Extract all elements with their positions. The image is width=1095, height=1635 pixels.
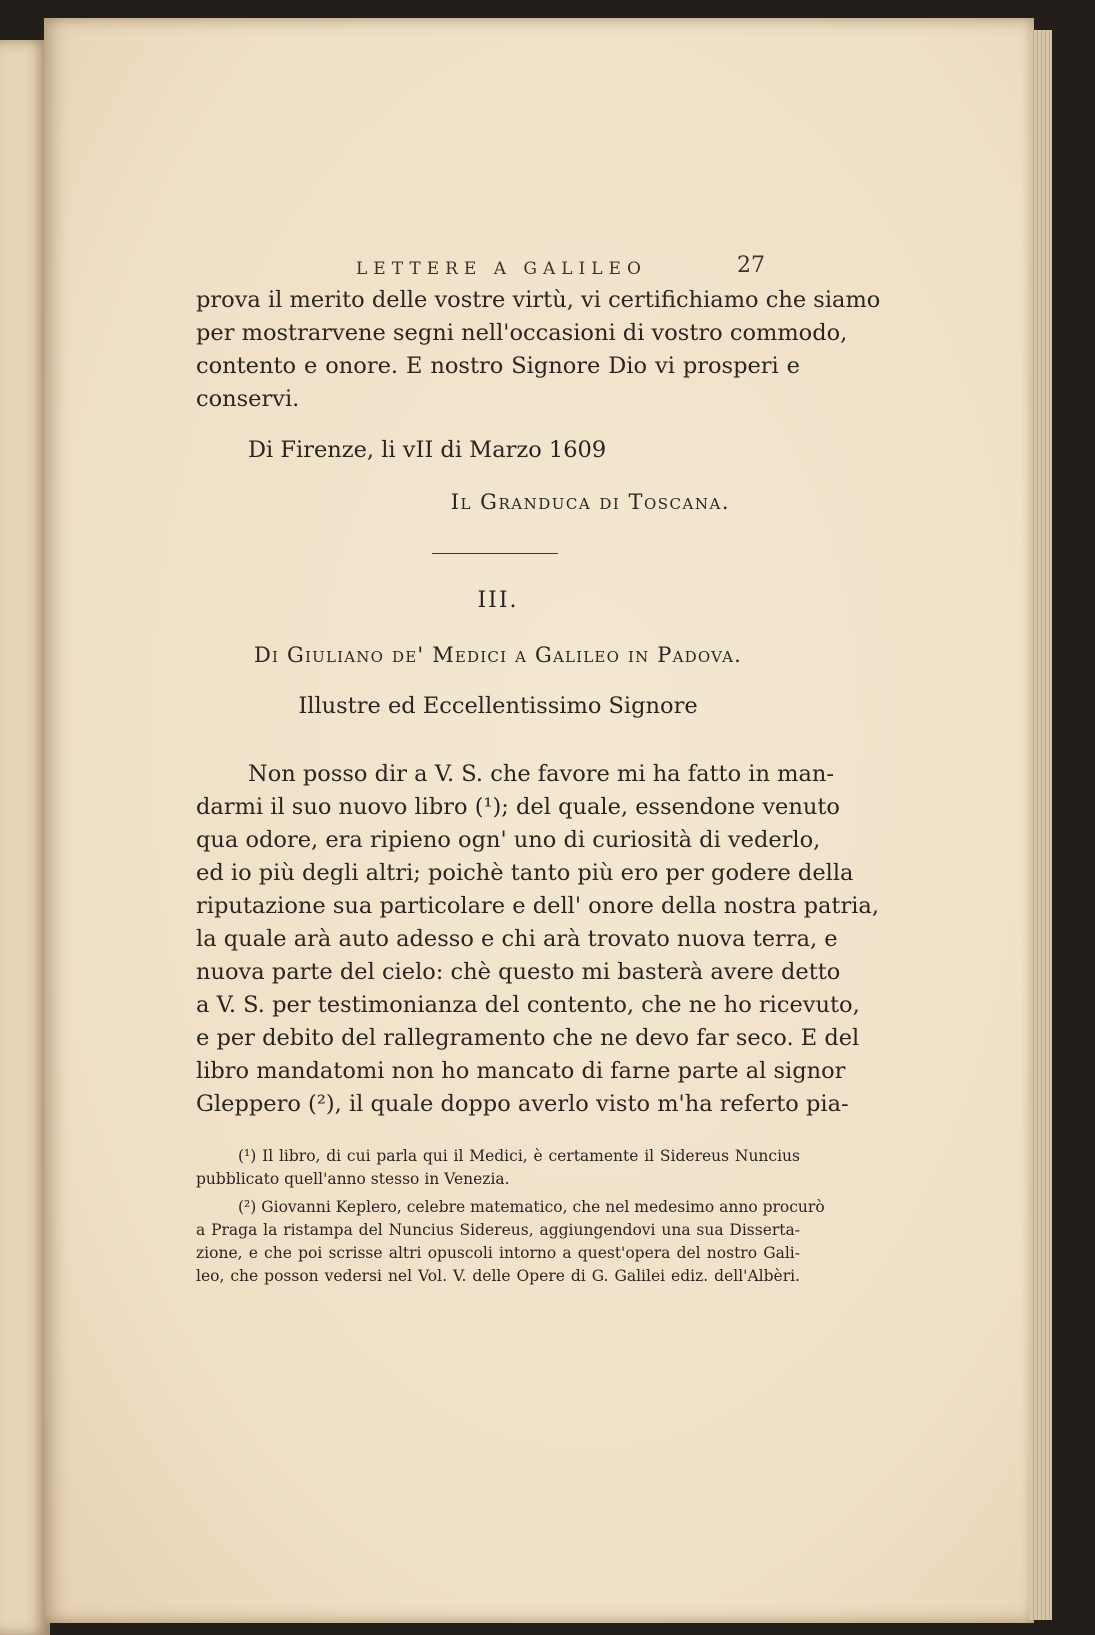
signature: Il Granduca di Toscana. (450, 490, 730, 514)
facing-page-edge (0, 40, 50, 1635)
footnote-line: (¹) Il libro, di cui parla qui il Medici, è certamente il Sidereus Nuncius (238, 1147, 800, 1165)
footnote-line: a Praga la ristampa del Nuncius Sidereus, aggiungendovi una sua Disserta- (196, 1221, 800, 1239)
footnote-line: leo, che posson vedersi nel Vol. V. delle Opere di G. Galilei ediz. dell'Albèri. (196, 1267, 800, 1285)
letter-line: qua odore, era ripieno ogn' uno di curiosità di vederlo, (196, 827, 821, 853)
letter-heading: Di Giuliano de' Medici a Galileo in Padova. (253, 643, 743, 667)
letter-line: libro mandatomi non ho mancato di farne parte al signor (196, 1058, 846, 1084)
letter-line: e per debito del rallegramento che ne devo far seco. E del (196, 1025, 860, 1051)
continuation-line: conservi. (196, 386, 300, 412)
footnote-line: (²) Giovanni Keplero, celebre matematico, che nel medesimo anno procurò (238, 1198, 825, 1216)
footnote-line: pubblicato quell'anno stesso in Venezia. (196, 1170, 510, 1188)
running-head (196, 253, 800, 283)
letter-numeral: III. (477, 588, 519, 613)
section-divider (432, 553, 558, 554)
letter-line: Gleppero (²), il quale doppo averlo visto m'ha referto pia- (196, 1091, 849, 1117)
salutation: Illustre ed Eccellentissimo Signore (298, 693, 698, 719)
letter-line: a V. S. per testimonianza del contento, che ne ho ricevuto, (196, 992, 860, 1018)
continuation-line: prova il merito delle vostre virtù, vi certifichiamo che siamo (196, 287, 881, 313)
letter-line: nuova parte del cielo: chè questo mi basterà avere detto (196, 959, 841, 985)
letter-line: la quale arà auto adesso e chi arà trovato nuova terra, e (196, 926, 838, 952)
running-title: LETTERE A GALILEO (356, 259, 647, 279)
letter-line: Non posso dir a V. S. che favore mi ha fatto in man- (248, 761, 834, 787)
letter-line: ed io più degli altri; poichè tanto più ero per godere della (196, 860, 854, 886)
letter-line: darmi il suo nuovo libro (¹); del quale, essendone venuto (196, 794, 840, 820)
dateline: Di Firenze, li vII di Marzo 1609 (248, 437, 607, 463)
continuation-line: contento e onore. E nostro Signore Dio vi prosperi e (196, 353, 800, 379)
letter-line: riputazione sua particolare e dell' onore della nostra patria, (196, 893, 879, 919)
page-stack-edge (1030, 30, 1052, 1620)
footnote-line: zione, e che poi scrisse altri opuscoli intorno a quest'opera del nostro Gali- (196, 1244, 800, 1262)
page-number: 27 (737, 253, 765, 278)
continuation-line: per mostrarvene segni nell'occasioni di vostro commodo, (196, 320, 848, 346)
